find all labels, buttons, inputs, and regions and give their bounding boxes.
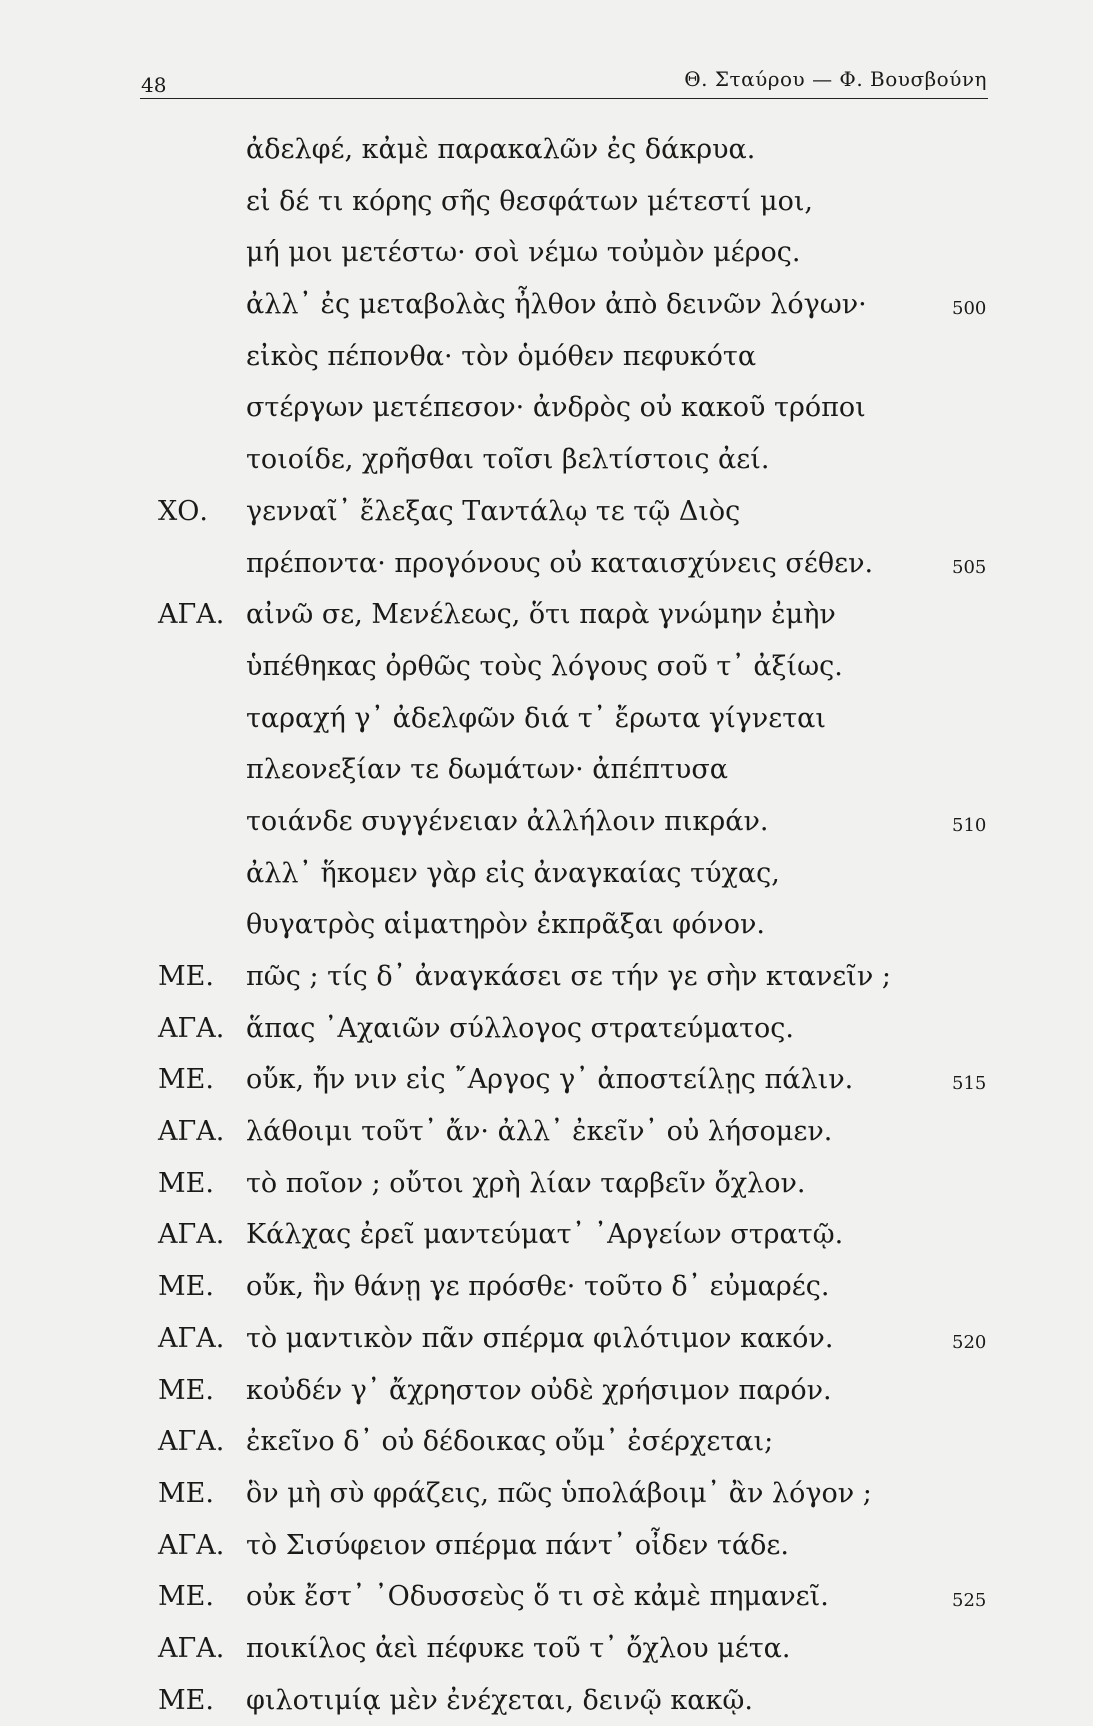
verse-line bbox=[0, 848, 1093, 900]
verse-line bbox=[0, 1571, 1093, 1623]
verse-text: γενναῖ᾿ ἔλεξας Ταντάλῳ τε τῷ Διὸς bbox=[246, 495, 741, 527]
verse-text: ἐκεῖνο δ᾿ οὐ δέδοικας οὔμ᾿ ἐσέρχεται; bbox=[246, 1426, 774, 1458]
verse-line bbox=[0, 1623, 1093, 1675]
verse-text: οὔκ, ἢν θάνῃ γε πρόσθε· τοῦτο δ᾿ εὐμαρές. bbox=[246, 1271, 830, 1303]
verse-text: ταραχή γ᾿ ἀδελφῶν διά τ᾿ ἔρωτα γίγνεται bbox=[246, 702, 826, 734]
verse-line bbox=[0, 331, 1093, 383]
header-rule bbox=[140, 98, 988, 99]
verse-text: τοιοίδε, χρῆσθαι τοῖσι βελτίστοις ἀεί. bbox=[246, 444, 770, 476]
verse-line bbox=[0, 1468, 1093, 1520]
verse-line bbox=[0, 589, 1093, 641]
verse-line bbox=[0, 641, 1093, 693]
verse-text: μή μοι μετέστω· σοὶ νέμω τοὐμὸν μέρος. bbox=[246, 237, 801, 269]
line-number: 505 bbox=[952, 556, 987, 578]
page-number: 48 bbox=[141, 73, 167, 97]
verse-text: Κάλχας ἐρεῖ μαντεύματ᾿ ᾿Αργείων στρατῷ. bbox=[246, 1219, 844, 1251]
verse-text: τὸ Σισύφειον σπέρμα πάντ᾿ οἶδεν τάδε. bbox=[246, 1529, 789, 1561]
speaker-label: ΑΓΑ. bbox=[158, 1116, 225, 1148]
verse-line bbox=[0, 693, 1093, 745]
verse-line bbox=[0, 124, 1093, 176]
verse-text: ἀλλ᾿ ἐς μεταβολὰς ἦλθον ἀπὸ δεινῶν λόγων· bbox=[246, 289, 867, 321]
verse-text: ἀλλ᾿ ἥκομεν γὰρ εἰς ἀναγκαίας τύχας, bbox=[246, 857, 780, 889]
verse-line bbox=[0, 1675, 1093, 1726]
line-number: 525 bbox=[952, 1590, 987, 1612]
verse-text: τὸ μαντικὸν πᾶν σπέρμα φιλότιμον κακόν. bbox=[246, 1322, 834, 1354]
running-head: Θ. Σταύρου — Φ. Βουσβούνη bbox=[684, 67, 987, 91]
verse-line bbox=[0, 1416, 1093, 1468]
verse-line bbox=[0, 227, 1093, 279]
speaker-label: ΑΓΑ. bbox=[158, 1219, 225, 1251]
verse-line bbox=[0, 1209, 1093, 1261]
verse-text: πρέποντα· προγόνους οὐ καταισχύνεις σέθεν. bbox=[246, 547, 874, 579]
verse-line bbox=[0, 796, 1093, 848]
verse-text: ὃν μὴ σὺ φράζεις, πῶς ὑπολάβοιμ᾿ ἂν λόγον ; bbox=[246, 1477, 872, 1509]
verse-line bbox=[0, 1313, 1093, 1365]
verse-text: αἰνῶ σε, Μενέλεως, ὅτι παρὰ γνώμην ἐμὴν bbox=[246, 599, 836, 631]
speaker-label: ΜΕ. bbox=[158, 1271, 214, 1303]
verse-text: εἰκὸς πέπονθα· τὸν ὁμόθεν πεφυκότα bbox=[246, 340, 757, 372]
verse-line bbox=[0, 1365, 1093, 1417]
speaker-label: ΑΓΑ. bbox=[158, 1322, 225, 1354]
line-number: 515 bbox=[952, 1073, 987, 1095]
verse-text: ποικίλος ἀεὶ πέφυκε τοῦ τ᾿ ὄχλου μέτα. bbox=[246, 1632, 791, 1664]
verse-text: πῶς ; τίς δ᾿ ἀναγκάσει σε τήν γε σὴν κτανεῖν ; bbox=[246, 961, 891, 992]
verse-text: ὑπέθηκας ὀρθῶς τοὺς λόγους σοῦ τ᾿ ἀξίως. bbox=[246, 650, 843, 682]
speaker-label: ΜΕ. bbox=[158, 961, 214, 992]
verse-line bbox=[0, 279, 1093, 331]
verse-line bbox=[0, 486, 1093, 538]
verse-line bbox=[0, 951, 1093, 1003]
speaker-label: ΧΟ. bbox=[158, 495, 208, 527]
verse-text: οὔκ, ἤν νιν εἰς ῎Αργος γ᾿ ἀποστείλῃς πάλιν. bbox=[246, 1064, 854, 1096]
speaker-label: ΜΕ. bbox=[158, 1374, 214, 1406]
verse-line bbox=[0, 382, 1093, 434]
speaker-label: ΑΓΑ. bbox=[158, 1012, 225, 1044]
verse-text: φιλοτιμίᾳ μὲν ἐνέχεται, δεινῷ κακῷ. bbox=[246, 1684, 753, 1716]
verse-text: κοὐδέν γ᾿ ἄχρηστον οὐδὲ χρήσιμον παρόν. bbox=[246, 1374, 832, 1406]
verse-text: στέργων μετέπεσον· ἀνδρὸς οὐ κακοῦ τρόποι bbox=[246, 392, 866, 424]
verse-text: ἀδελφέ, κἀμὲ παρακαλῶν ἐς δάκρυα. bbox=[246, 134, 756, 165]
verse-line bbox=[0, 1106, 1093, 1158]
speaker-label: ΑΓΑ. bbox=[158, 1529, 225, 1561]
verse-line bbox=[0, 1003, 1093, 1055]
verse-text: τὸ ποῖον ; οὔτοι χρὴ λίαν ταρβεῖν ὄχλον. bbox=[246, 1167, 806, 1199]
verse-line bbox=[0, 538, 1093, 590]
verse-text: τοιάνδε συγγένειαν ἀλλήλοιν πικράν. bbox=[246, 805, 769, 837]
speaker-label: ΜΕ. bbox=[158, 1167, 214, 1199]
speaker-label: ΜΕ. bbox=[158, 1064, 214, 1096]
speaker-label: ΑΓΑ. bbox=[158, 599, 225, 631]
verse-line bbox=[0, 1158, 1093, 1210]
verse-block bbox=[0, 124, 1093, 1726]
verse-line bbox=[0, 176, 1093, 228]
speaker-label: ΑΓΑ. bbox=[158, 1632, 225, 1664]
verse-text: οὐκ ἔστ᾿ ᾿Οδυσσεὺς ὅ τι σὲ κἀμὲ πημανεῖ. bbox=[246, 1581, 829, 1613]
verse-text: πλεονεξίαν τε δωμάτων· ἀπέπτυσα bbox=[246, 754, 729, 786]
verse-line bbox=[0, 899, 1093, 951]
line-number: 500 bbox=[952, 298, 987, 320]
verse-line bbox=[0, 1054, 1093, 1106]
speaker-label: ΜΕ. bbox=[158, 1581, 214, 1613]
line-number: 510 bbox=[952, 814, 987, 836]
verse-text: λάθοιμι τοῦτ᾿ ἄν· ἀλλ᾿ ἐκεῖν᾿ οὐ λήσομεν. bbox=[246, 1116, 833, 1148]
verse-line bbox=[0, 744, 1093, 796]
speaker-label: ΑΓΑ. bbox=[158, 1426, 225, 1458]
verse-line bbox=[0, 434, 1093, 486]
line-number: 520 bbox=[952, 1331, 987, 1353]
speaker-label: ΜΕ. bbox=[158, 1477, 214, 1509]
verse-text: εἰ δέ τι κόρης σῆς θεσφάτων μέτεστί μοι, bbox=[246, 185, 814, 217]
verse-line bbox=[0, 1520, 1093, 1572]
speaker-label: ΜΕ. bbox=[158, 1684, 214, 1716]
verse-line bbox=[0, 1261, 1093, 1313]
verse-text: ἅπας ᾿Αχαιῶν σύλλογος στρατεύματος. bbox=[246, 1012, 795, 1044]
verse-text: θυγατρὸς αἱματηρὸν ἐκπρᾶξαι φόνον. bbox=[246, 909, 765, 941]
